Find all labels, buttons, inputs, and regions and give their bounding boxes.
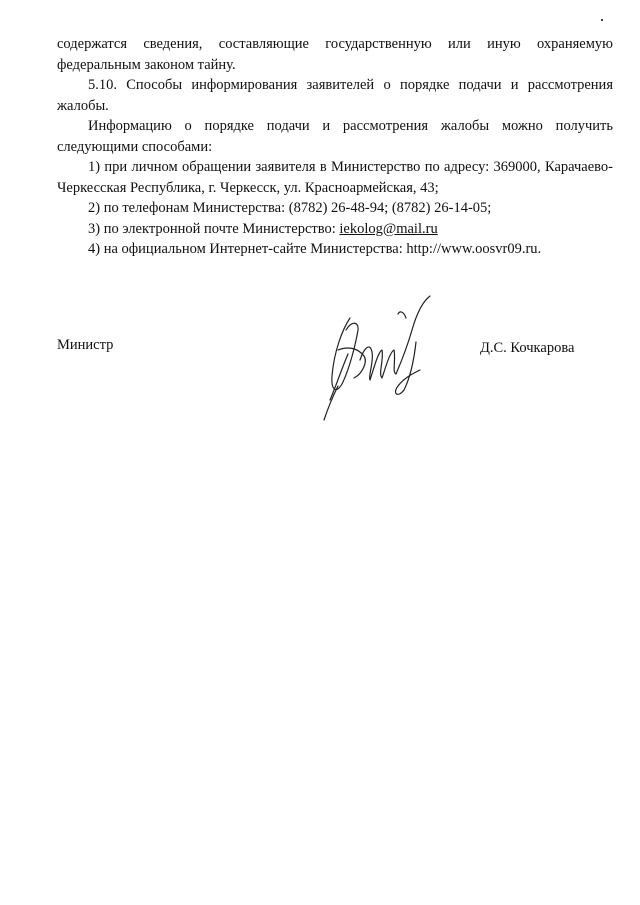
list-item-website: 4) на официальном Интернет-сайте Министерства: http://www.oosvr09.ru.	[88, 241, 542, 257]
paragraph-information-methods: Информацию о порядке подачи и рассмотрения жалобы можно получить следующими способами:	[57, 118, 613, 155]
scan-speck	[601, 19, 603, 21]
paragraph-section-5-10: 5.10. Способы информирования заявителей о порядке подачи и рассмотрения жалобы.	[57, 77, 613, 114]
list-item-email-prefix: 3) по электронной почте Министерство:	[88, 220, 340, 237]
signatory-title: Министр	[57, 337, 114, 353]
handwritten-signature	[312, 290, 442, 425]
list-item-personal-visit: 1) при личном обращении заявителя в Министерство по адресу: 369000, Карачаево-Черкесская Республика, г. Черкесск, ул. Красноармейская, 43;	[57, 159, 613, 196]
email-link[interactable]: iekolog@mail.ru	[339, 220, 438, 237]
paragraph-secrecy: содержатся сведения, составляющие государственную или иную охраняемую федеральным законом тайну.	[57, 36, 613, 73]
list-item-phones: 2) по телефонам Министерства: (8782) 26-48-94; (8782) 26-14-05;	[88, 200, 492, 216]
document-body	[57, 34, 613, 260]
list-item-email	[57, 219, 613, 240]
signatory-name: Д.С. Кочкарова	[480, 340, 575, 356]
